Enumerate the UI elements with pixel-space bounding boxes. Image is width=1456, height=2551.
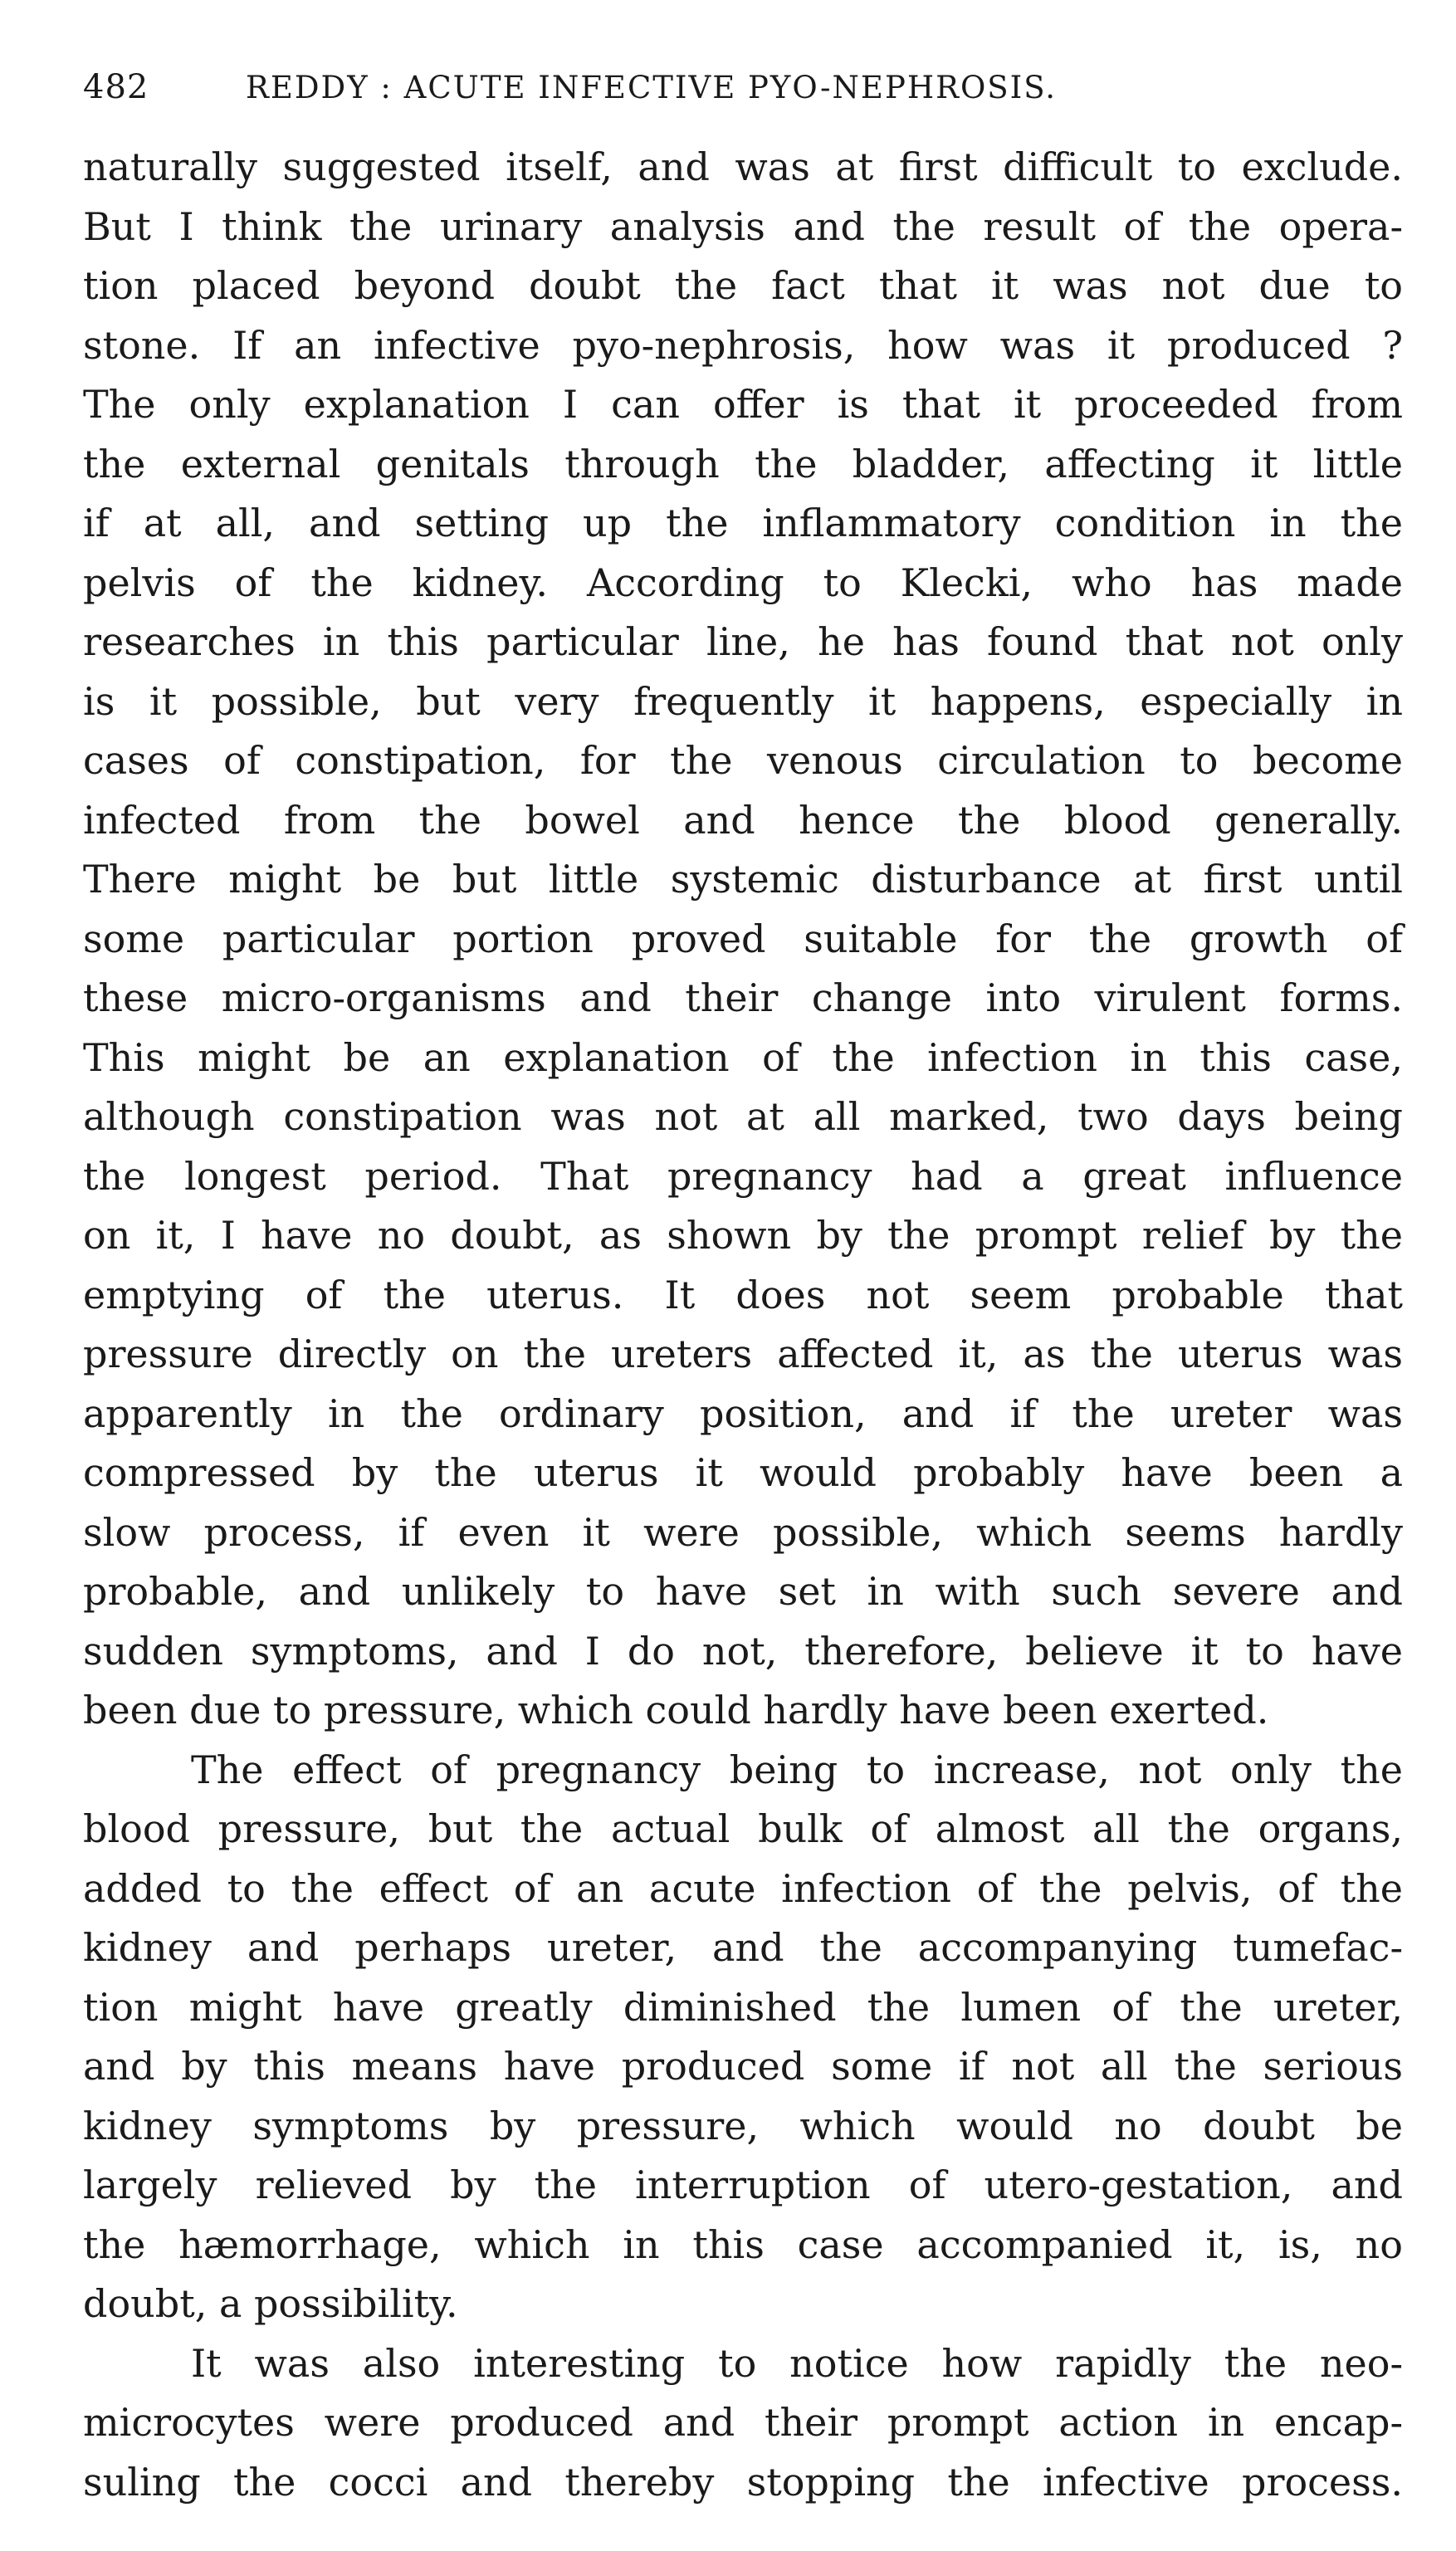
text-line: cases of constipation, for the venous circulation to become [83,738,1403,783]
text-line: the hæmorrhage, which in this case accompanied it, is, no [83,2221,1403,2267]
text-line: blood pressure, but the actual bulk of almost all the organs, [83,1806,1403,1851]
text-line: on it, I have no doubt, as shown by the prompt relief by the [83,1213,1403,1258]
text-line: naturally suggested itself, and was at first difficult to exclude. [83,144,1403,189]
text-line: if at all, and setting up the inflammatory condition in the [83,501,1403,545]
paragraph-first-line: The effect of pregnancy being to increase, not only the [191,1747,1403,1792]
text-line: tion placed beyond doubt the fact that it was not due to [83,263,1403,308]
text-line: tion might have greatly diminished the lumen of the ureter, [83,1984,1403,2030]
running-title: REDDY : ACUTE INFECTIVE PYO-NEPHROSIS. [246,70,1058,105]
text-line: is it possible, but very frequently it happens, especially in [83,678,1403,724]
paragraph-first-line: It was also interesting to notice how rapidly the neo- [191,2340,1403,2386]
text-line: kidney symptoms by pressure, which would no doubt be [83,2103,1403,2148]
text-line: and by this means have produced some if not all the serious [83,2044,1403,2089]
text-line: stone. If an infective pyo-nephrosis, how was it produced ? [83,322,1403,368]
text-line: There might be but little systemic disturbance at first until [83,857,1403,902]
body-text [83,138,1403,2512]
text-line: But I think the urinary analysis and the result of the opera- [83,203,1403,249]
text-line: suling the cocci and thereby stopping the infective process. [83,2459,1403,2505]
text-line: pressure directly on the ureters affected it, as the uterus was [83,1332,1403,1376]
text-line: although constipation was not at all marked, two days being [83,1094,1403,1139]
text-line: pelvis of the kidney. According to Klecki, who has made [83,560,1403,605]
text-line: compressed by the uterus it would probably have been a [83,1450,1403,1495]
text-line: the external genitals through the bladder, affecting it little [83,441,1403,486]
page-number: 482 [83,68,149,106]
text-line: probable, and unlikely to have set in with such severe and [83,1569,1403,1614]
running-head [83,68,1378,118]
text-line: microcytes were produced and their prompt action in encap- [83,2400,1403,2445]
text-line: the longest period. That pregnancy had a great influence [83,1153,1403,1199]
text-line: kidney and perhaps ureter, and the accompanying tumefac- [83,1925,1403,1970]
text-line: these micro-organisms and their change into virulent forms. [83,975,1403,1020]
text-line: apparently in the ordinary position, and if the ureter was [83,1390,1403,1436]
text-line: added to the effect of an acute infection of the pelvis, of the [83,1865,1403,1911]
text-line: some particular portion proved suitable for the growth of [83,916,1403,961]
text-line: The only explanation I can offer is that it proceeded from [83,382,1403,427]
text-line: slow process, if even it were possible, which seems hardly [83,1509,1403,1555]
text-line: researches in this particular line, he has found that not only [83,619,1403,664]
text-line: infected from the bowel and hence the blood generally. [83,797,1403,843]
text-line: sudden symptoms, and I do not, therefore, believe it to have [83,1628,1403,1674]
text-line: This might be an explanation of the infection in this case, [83,1034,1403,1080]
text-line: emptying of the uterus. It does not seem probable that [83,1272,1403,1317]
text-line: largely relieved by the interruption of utero-gestation, and [83,2162,1403,2207]
text-line: been due to pressure, which could hardly have been exerted. [83,1688,1269,1732]
text-line: doubt, a possibility. [83,2281,458,2326]
